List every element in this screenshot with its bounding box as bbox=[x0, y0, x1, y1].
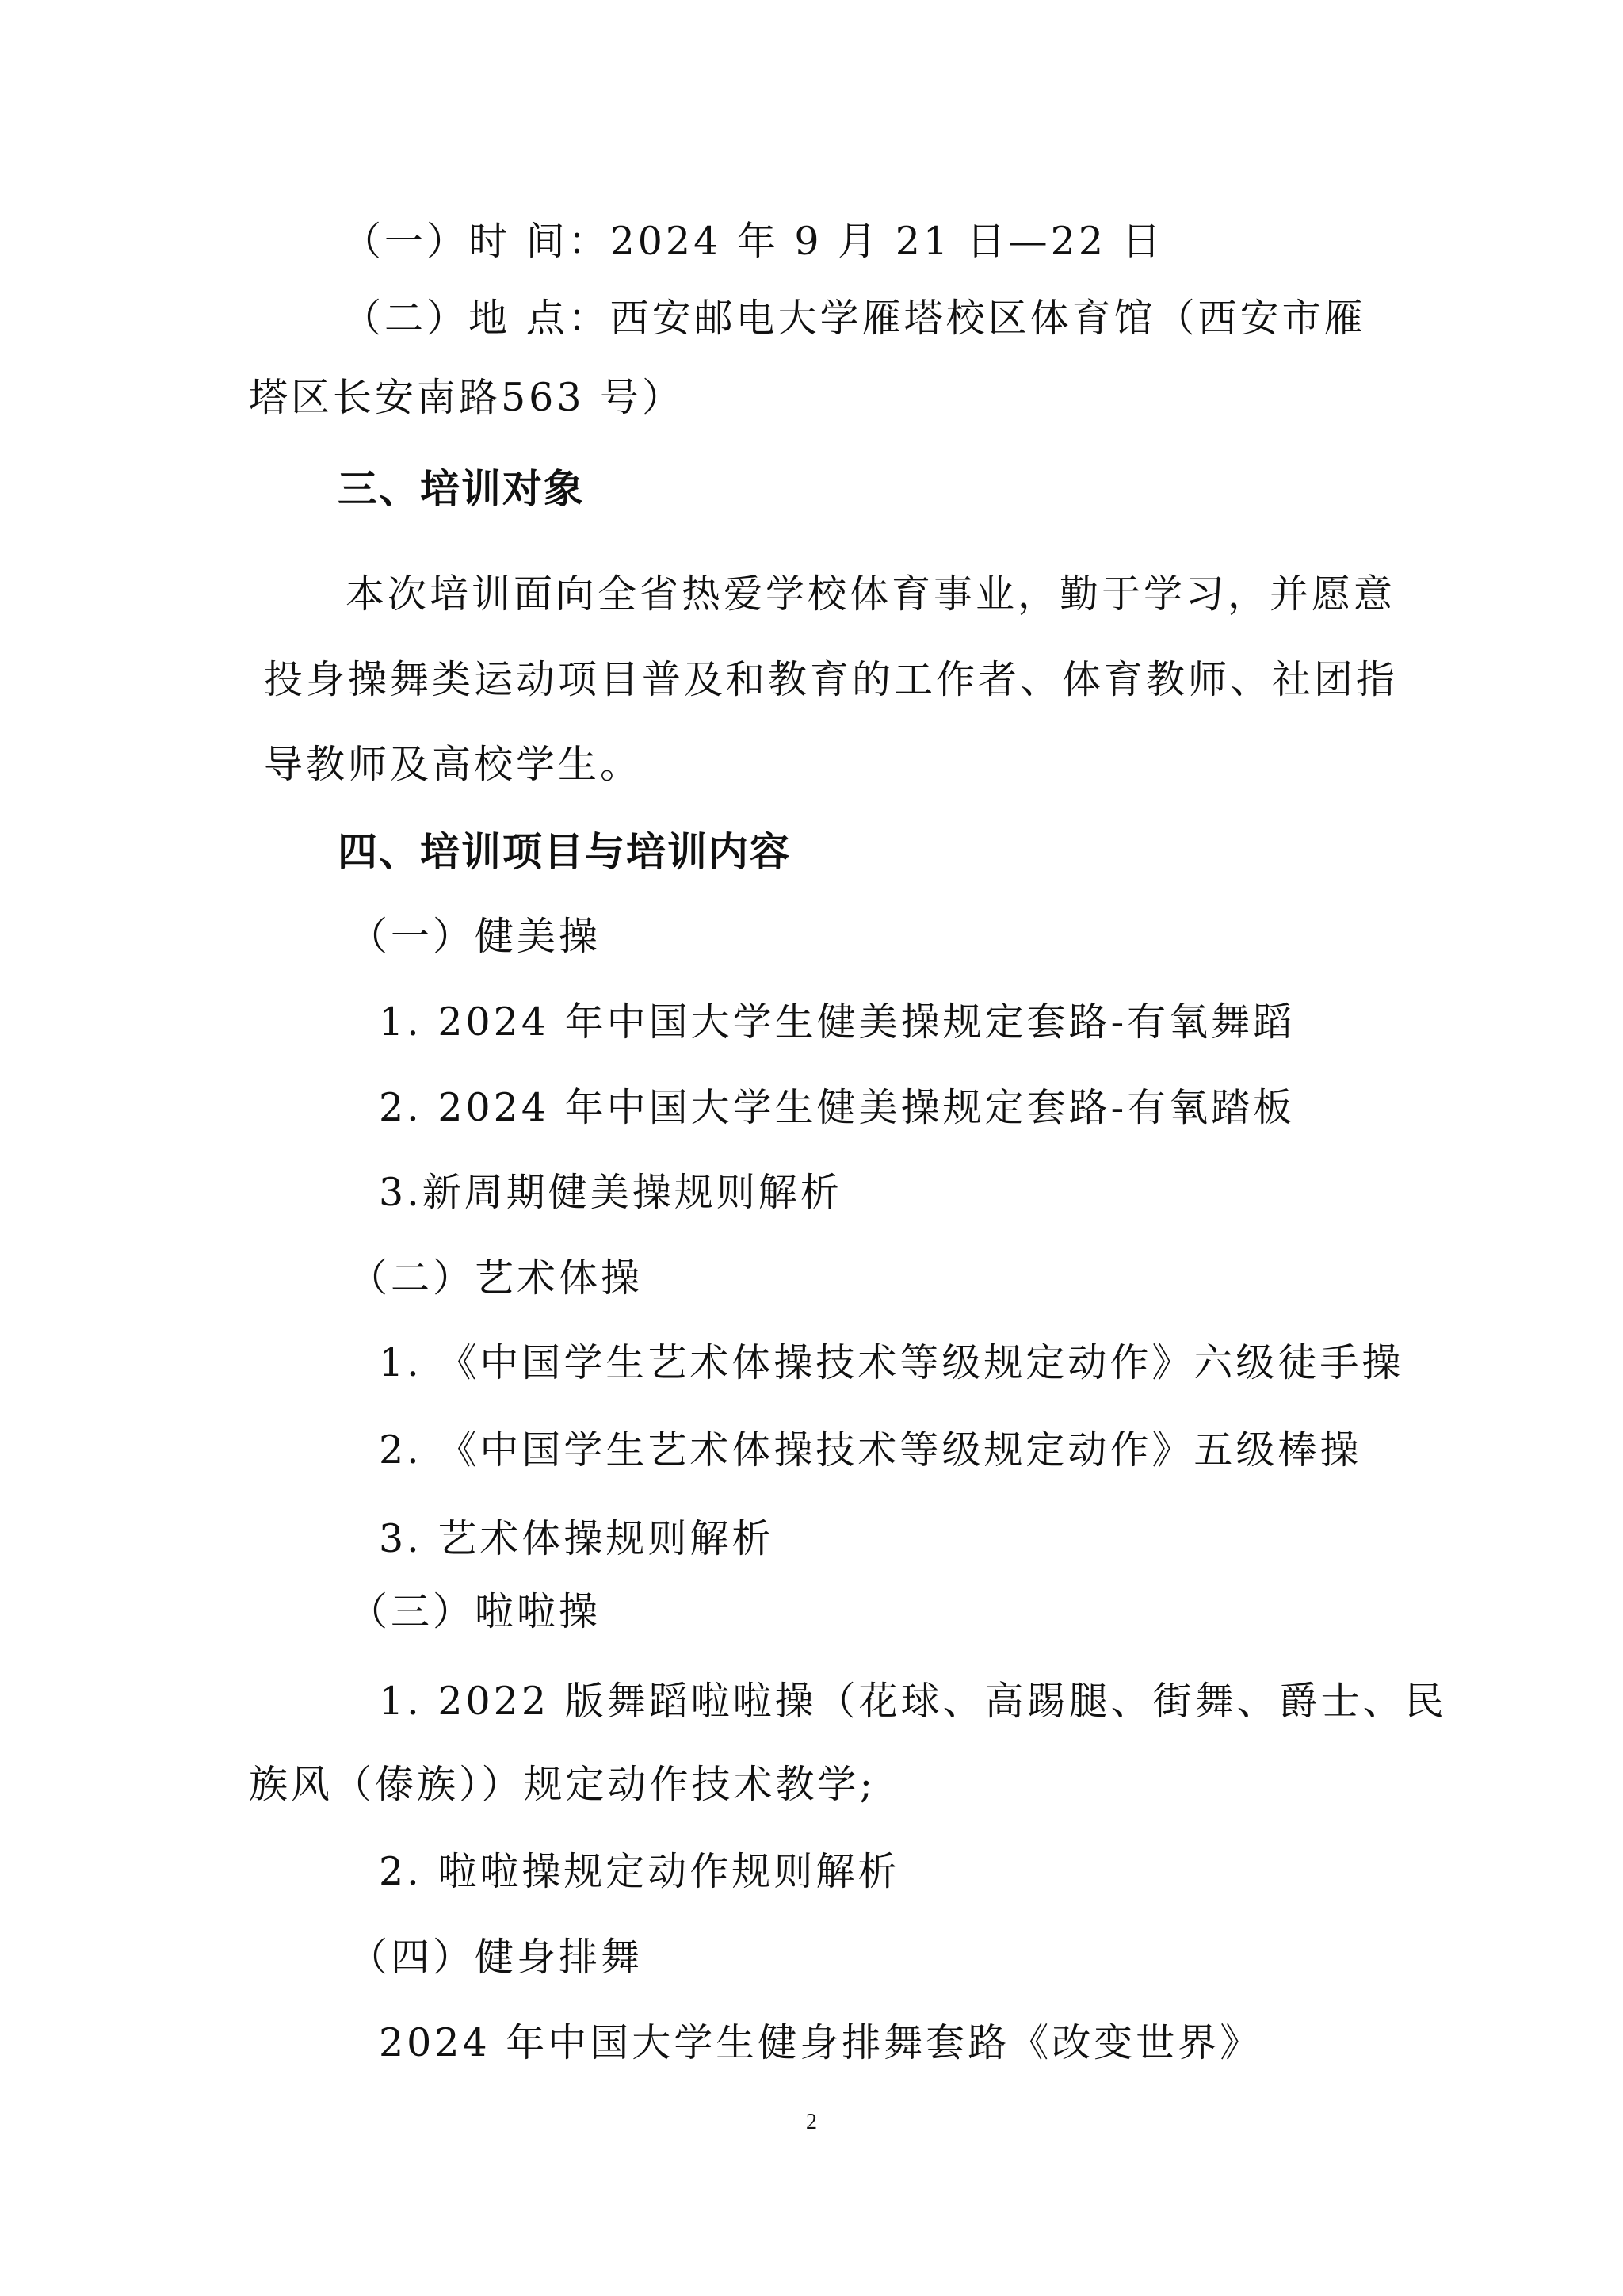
target-paragraph-line-1: 本次培训面向全省热爱学校体育事业，勤于学习，并愿意 bbox=[346, 571, 1396, 617]
place-line: （二）地 点：西安邮电大学雁塔校区体育馆（西安市雁 bbox=[342, 296, 1366, 341]
page-number: 2 bbox=[806, 2110, 817, 2134]
section-heading-training-target: 三、培训对象 bbox=[338, 466, 585, 512]
target-paragraph-line-3: 导教师及高校学生。 bbox=[264, 742, 643, 787]
dance-heading: （四）健身排舞 bbox=[349, 1935, 643, 1980]
section-heading-training-content: 四、培训项目与培训内容 bbox=[338, 829, 791, 875]
dance-item-1: 2024 年中国大学生健身排舞套路《改变世界》 bbox=[379, 2020, 1262, 2065]
aerobics-item-1: 1. 2024 年中国大学生健美操规定套路-有氧舞蹈 bbox=[379, 999, 1296, 1045]
aerobics-heading: （一）健美操 bbox=[349, 914, 601, 959]
cheer-item-2: 2. 啦啦操规定动作规则解析 bbox=[379, 1849, 900, 1894]
aerobics-item-3: 3.新周期健美操规则解析 bbox=[379, 1170, 842, 1215]
place-line-continued: 塔区长安南路563 号） bbox=[249, 375, 685, 420]
rhythmic-heading: （二）艺术体操 bbox=[349, 1255, 643, 1301]
cheer-item-1-continued: 族风（傣族））规定动作技术教学; bbox=[249, 1762, 876, 1807]
aerobics-item-2: 2. 2024 年中国大学生健美操规定套路-有氧踏板 bbox=[379, 1085, 1296, 1130]
cheer-item-1: 1. 2022 版舞蹈啦啦操（花球、高踢腿、街舞、爵士、民 bbox=[379, 1679, 1447, 1724]
time-line: （一）时 间：2024 年 9 月 21 日—22 日 bbox=[342, 219, 1164, 264]
rhythmic-item-1: 1. 《中国学生艺术体操技术等级规定动作》六级徒手操 bbox=[379, 1340, 1404, 1385]
cheer-heading: （三）啦啦操 bbox=[349, 1589, 601, 1634]
rhythmic-item-2: 2. 《中国学生艺术体操技术等级规定动作》五级棒操 bbox=[379, 1427, 1362, 1473]
target-paragraph-line-2: 投身操舞类运动项目普及和教育的工作者、体育教师、社团指 bbox=[264, 657, 1399, 702]
rhythmic-item-3: 3. 艺术体操规则解析 bbox=[379, 1516, 774, 1561]
